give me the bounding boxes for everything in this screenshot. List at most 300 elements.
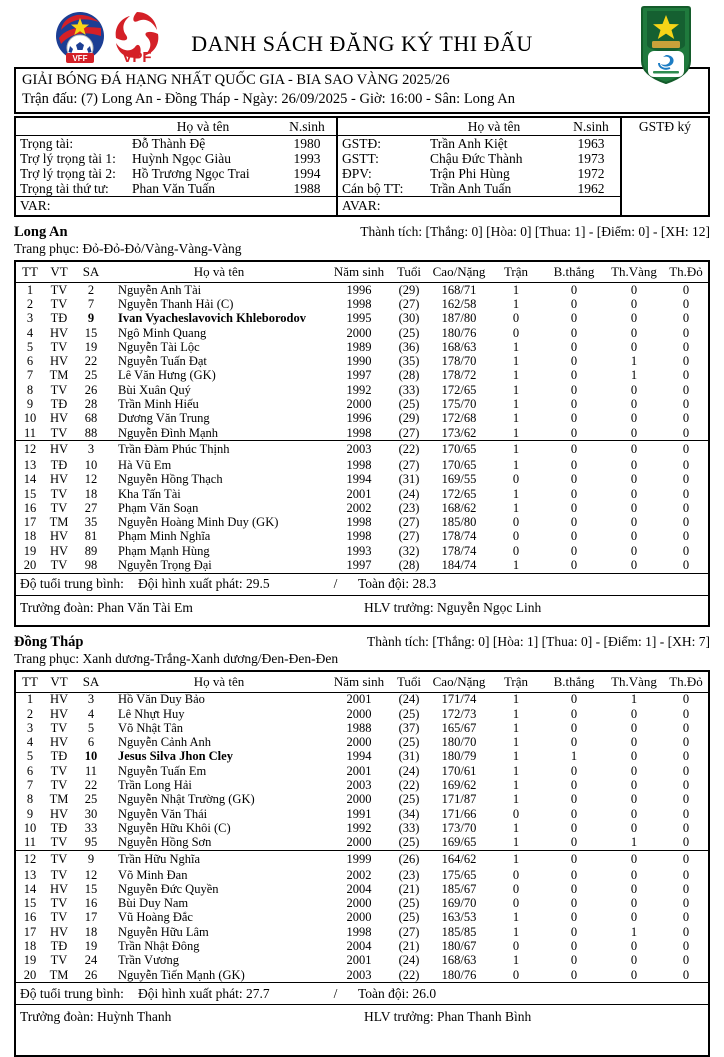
official-role: Cán bộ TT: [342, 181, 404, 196]
player-born: 1999 [346, 851, 372, 866]
officials-left-header [16, 118, 336, 136]
player-tt: 10 [23, 411, 37, 426]
player-name: Nguyễn Anh Tài [118, 282, 202, 297]
player-tt: 18 [23, 529, 37, 544]
player-ty: 0 [630, 529, 638, 544]
player-vt: TV [50, 896, 68, 911]
player-name: Nguyễn Tuấn Em [118, 763, 207, 778]
player-bt: 0 [570, 339, 578, 354]
player-ty: 0 [630, 867, 638, 882]
team-kit: Trang phục: Xanh dương-Trắng-Xanh dương/Đen-Đen-Đen [14, 650, 339, 666]
player-sa: 10 [84, 749, 98, 764]
official-birth-year: 1962 [577, 181, 605, 196]
player-name: Trần Vương [118, 953, 179, 968]
player-sa: 16 [84, 896, 98, 911]
player-sa: 25 [84, 368, 98, 383]
player-row [16, 312, 708, 326]
team-leader: Trưởng đoàn: Phan Văn Tài Em [20, 599, 193, 615]
player-tt: 16 [23, 910, 37, 925]
player-ty: 0 [630, 749, 638, 764]
player-born: 2001 [346, 953, 372, 968]
player-born: 2003 [346, 778, 372, 793]
team-header [14, 224, 710, 241]
player-hw: 180/67 [441, 939, 477, 954]
player-born: 1995 [346, 311, 372, 326]
player-tt: 17 [23, 515, 37, 530]
player-name: Dương Văn Trung [118, 411, 210, 426]
player-hw: 168/63 [441, 339, 477, 354]
player-bt: 0 [570, 457, 578, 472]
player-tt: 6 [26, 354, 34, 369]
player-born: 2000 [346, 896, 372, 911]
player-sa: 88 [84, 425, 98, 440]
officials-table [14, 116, 710, 217]
player-age: (24) [398, 692, 420, 707]
player-name: Nguyễn Hoàng Minh Duy (GK) [118, 515, 279, 530]
player-sa: 19 [84, 939, 98, 954]
player-ty: 0 [630, 735, 638, 750]
col-header-name: Họ và tên [193, 264, 245, 279]
average-age-row [16, 573, 708, 595]
player-born: 1998 [346, 529, 372, 544]
player-tt: 11 [23, 425, 37, 440]
player-age: (21) [398, 881, 420, 896]
player-vt: TV [50, 835, 68, 850]
player-tt: 1 [26, 282, 34, 297]
player-ty: 0 [630, 486, 638, 501]
player-age: (27) [398, 296, 420, 311]
player-td: 0 [682, 442, 690, 457]
player-hw: 171/74 [441, 692, 477, 707]
player-td: 0 [682, 425, 690, 440]
player-tt: 2 [26, 296, 34, 311]
player-hw: 170/61 [441, 763, 477, 778]
player-sa: 18 [84, 486, 98, 501]
player-sa: 11 [84, 763, 98, 778]
player-ty: 0 [630, 311, 638, 326]
col-header-tt: TT [22, 264, 38, 279]
player-row [16, 544, 708, 558]
player-bt: 1 [570, 749, 578, 764]
player-bt: 0 [570, 558, 578, 572]
col-header-vt: VT [50, 673, 68, 689]
player-name: Trần Nhật Đông [118, 939, 200, 954]
player-tran: 1 [512, 558, 520, 572]
player-td: 0 [682, 820, 690, 835]
player-hw: 185/80 [441, 515, 477, 530]
officials-year-header: N.sinh [289, 119, 325, 134]
player-tt: 10 [23, 820, 37, 835]
player-ty: 1 [630, 368, 638, 383]
player-tran: 1 [512, 792, 520, 807]
player-tt: 17 [23, 924, 37, 939]
team-name: Đồng Tháp [14, 633, 84, 650]
player-td: 0 [682, 354, 690, 369]
player-tran: 0 [512, 311, 520, 326]
player-sa: 33 [84, 820, 98, 835]
player-vt: TM [49, 792, 69, 807]
player-vt: TV [50, 500, 68, 515]
player-tt: 4 [26, 325, 34, 340]
player-sa: 89 [84, 543, 98, 558]
player-ty: 1 [630, 354, 638, 369]
player-hw: 168/63 [441, 953, 477, 968]
player-row [16, 707, 708, 721]
player-born: 1998 [346, 425, 372, 440]
player-sa: 95 [84, 835, 98, 850]
player-vt: HV [49, 354, 69, 369]
match-info-box [14, 67, 710, 114]
player-bt: 0 [570, 763, 578, 778]
player-name: Trần Đàm Phúc Thịnh [118, 442, 230, 457]
player-name: Trần Minh Hiếu [118, 397, 199, 412]
club-badge-icon [639, 5, 693, 90]
col-header-hw: Cao/Nặng [432, 264, 486, 279]
player-bt: 0 [570, 953, 578, 968]
player-vt: TV [50, 720, 68, 735]
team-staff-row [16, 1004, 708, 1055]
player-td: 0 [682, 339, 690, 354]
official-row [16, 181, 336, 196]
player-tt: 20 [23, 558, 37, 572]
player-hw: 178/70 [441, 354, 477, 369]
player-bt: 0 [570, 851, 578, 866]
player-hw: 180/76 [441, 967, 477, 982]
player-hw: 178/74 [441, 529, 477, 544]
player-tran: 1 [512, 720, 520, 735]
player-hw: 170/65 [441, 457, 477, 472]
player-born: 1988 [346, 720, 372, 735]
player-age: (33) [398, 382, 420, 397]
official-row [16, 151, 336, 166]
team-section-1 [14, 634, 710, 1057]
player-born: 1998 [346, 924, 372, 939]
player-td: 0 [682, 515, 690, 530]
player-hw: 168/62 [441, 500, 477, 515]
player-bt: 0 [570, 354, 578, 369]
player-age: (27) [398, 515, 420, 530]
player-tran: 0 [512, 529, 520, 544]
col-header-born: Năm sinh [333, 673, 385, 689]
head-coach: HLV trưởng: Nguyễn Ngọc Linh [364, 599, 542, 615]
player-td: 0 [682, 311, 690, 326]
player-sa: 22 [84, 778, 98, 793]
player-bt: 0 [570, 442, 578, 457]
player-vt: HV [49, 442, 69, 457]
player-tt: 9 [26, 397, 34, 412]
player-bt: 0 [570, 706, 578, 721]
player-row [16, 340, 708, 354]
player-bt: 0 [570, 820, 578, 835]
player-sa: 9 [87, 311, 95, 326]
player-tt: 8 [26, 792, 34, 807]
officials-right-section [336, 118, 620, 215]
player-td: 0 [682, 910, 690, 925]
player-vt: TM [49, 967, 69, 982]
col-header-td: Th.Đỏ [669, 264, 703, 279]
player-sa: 9 [87, 851, 95, 866]
player-tt: 13 [23, 457, 37, 472]
player-bt: 0 [570, 382, 578, 397]
player-age: (31) [398, 749, 420, 764]
player-sa: 24 [84, 953, 98, 968]
player-vt: HV [49, 692, 69, 707]
player-bt: 0 [570, 500, 578, 515]
var-label: VAR: [16, 196, 336, 215]
col-header-td: Th.Đỏ [669, 673, 703, 689]
player-hw: 180/79 [441, 749, 477, 764]
player-sa: 26 [84, 967, 98, 982]
avg-age-all: Toàn đội: 28.3 [358, 576, 437, 592]
player-td: 0 [682, 397, 690, 412]
official-row [338, 181, 620, 196]
player-vt: TM [49, 515, 69, 530]
player-row [16, 821, 708, 835]
player-name: Lê Nhựt Huy [118, 706, 185, 721]
official-role: Trọng tài thứ tư: [20, 181, 109, 196]
official-row [338, 151, 620, 166]
col-header-tt: TT [22, 673, 38, 689]
player-vt: TV [50, 558, 68, 572]
player-vt: HV [49, 472, 69, 487]
officials-left-section [16, 118, 336, 215]
player-tran: 0 [512, 881, 520, 896]
players-table-header [16, 262, 708, 283]
player-tran: 0 [512, 967, 520, 982]
player-name: Nguyễn Hồng Sơn [118, 835, 212, 850]
player-vt: TV [50, 425, 68, 440]
player-vt: HV [49, 735, 69, 750]
official-birth-year: 1994 [293, 166, 321, 181]
player-td: 0 [682, 720, 690, 735]
player-born: 1994 [346, 749, 372, 764]
player-name: Phạm Minh Nghĩa [118, 529, 211, 544]
official-role: GSTT: [342, 151, 379, 166]
player-row [16, 911, 708, 925]
player-ty: 0 [630, 500, 638, 515]
player-born: 1996 [346, 411, 372, 426]
player-sa: 12 [84, 472, 98, 487]
player-name: Nguyễn Tuấn Đạt [118, 354, 207, 369]
player-tt: 14 [23, 472, 37, 487]
player-born: 2003 [346, 442, 372, 457]
official-row [338, 136, 620, 151]
player-td: 0 [682, 749, 690, 764]
official-birth-year: 1972 [577, 166, 605, 181]
player-tt: 16 [23, 500, 37, 515]
player-age: (31) [398, 472, 420, 487]
player-vt: HV [49, 706, 69, 721]
player-tran: 1 [512, 368, 520, 383]
player-bt: 0 [570, 881, 578, 896]
avg-age-separator: / [333, 576, 338, 592]
player-row [16, 897, 708, 911]
player-bt: 0 [570, 411, 578, 426]
player-vt: TV [50, 851, 68, 866]
player-vt: TV [50, 296, 68, 311]
avg-age-starting: Đội hình xuất phát: 29.5 [138, 576, 270, 592]
player-hw: 184/74 [441, 558, 477, 572]
vpf-logo-text: VPF [122, 49, 152, 66]
player-tran: 1 [512, 851, 520, 866]
player-born: 1992 [346, 820, 372, 835]
player-bt: 0 [570, 311, 578, 326]
player-age: (27) [398, 457, 420, 472]
player-ty: 0 [630, 425, 638, 440]
player-td: 0 [682, 924, 690, 939]
player-name: Trần Long Hải [118, 778, 192, 793]
player-ty: 0 [630, 881, 638, 896]
player-name: Ngô Minh Quang [118, 325, 207, 340]
official-name: Chậu Đức Thành [430, 151, 523, 166]
official-birth-year: 1973 [577, 151, 605, 166]
player-row [16, 283, 708, 297]
player-tt: 2 [26, 706, 34, 721]
player-born: 1998 [346, 515, 372, 530]
player-row [16, 954, 708, 968]
player-vt: TV [50, 339, 68, 354]
player-ty: 0 [630, 558, 638, 572]
player-born: 2000 [346, 706, 372, 721]
player-tran: 1 [512, 835, 520, 850]
player-tt: 15 [23, 896, 37, 911]
player-age: (28) [398, 558, 420, 572]
player-ty: 0 [630, 457, 638, 472]
player-tran: 0 [512, 325, 520, 340]
player-bt: 0 [570, 967, 578, 982]
player-row [16, 326, 708, 340]
official-role: Trọng tài: [20, 136, 74, 151]
player-name: Lê Văn Hưng (GK) [118, 368, 216, 383]
player-hw: 172/65 [441, 382, 477, 397]
player-td: 0 [682, 529, 690, 544]
player-tt: 8 [26, 382, 34, 397]
player-sa: 17 [84, 910, 98, 925]
player-sa: 28 [84, 397, 98, 412]
player-hw: 172/68 [441, 411, 477, 426]
player-tt: 19 [23, 953, 37, 968]
player-age: (22) [398, 967, 420, 982]
player-row [16, 778, 708, 792]
player-vt: TĐ [50, 457, 68, 472]
player-name: Bùi Duy Nam [118, 896, 189, 911]
player-td: 0 [682, 325, 690, 340]
player-ty: 0 [630, 339, 638, 354]
player-hw: 169/62 [441, 778, 477, 793]
player-name: Vũ Hoàng Đắc [118, 910, 193, 925]
player-tran: 0 [512, 896, 520, 911]
player-name: Ivan Vyacheslavovich Khleborodov [118, 311, 307, 326]
player-td: 0 [682, 368, 690, 383]
player-tt: 14 [23, 881, 37, 896]
officials-right-header [338, 118, 620, 136]
player-hw: 168/71 [441, 282, 477, 297]
player-tt: 7 [26, 778, 34, 793]
player-td: 0 [682, 411, 690, 426]
player-born: 2000 [346, 325, 372, 340]
player-tran: 1 [512, 749, 520, 764]
player-vt: HV [49, 529, 69, 544]
player-tran: 1 [512, 735, 520, 750]
player-tran: 0 [512, 806, 520, 821]
player-vt: HV [49, 411, 69, 426]
official-name: Phan Văn Tuấn [132, 181, 216, 196]
player-born: 2003 [346, 967, 372, 982]
player-row [16, 501, 708, 515]
player-name: Nguyễn Nhật Trường (GK) [118, 792, 255, 807]
player-born: 2001 [346, 763, 372, 778]
col-header-vt: VT [50, 264, 68, 279]
player-ty: 0 [630, 515, 638, 530]
player-row [16, 412, 708, 426]
player-row [16, 558, 708, 572]
player-ty: 0 [630, 706, 638, 721]
player-tran: 1 [512, 354, 520, 369]
player-tran: 1 [512, 382, 520, 397]
player-age: (28) [398, 368, 420, 383]
player-born: 1992 [346, 382, 372, 397]
official-row [16, 136, 336, 151]
player-bt: 0 [570, 720, 578, 735]
tournament-name: GIẢI BÓNG ĐÁ HẠNG NHẤT QUỐC GIA - BIA SAO VÀNG 2025/26 [22, 72, 450, 88]
player-born: 2000 [346, 397, 372, 412]
player-tran: 1 [512, 486, 520, 501]
player-row [16, 354, 708, 368]
player-age: (25) [398, 735, 420, 750]
player-ty: 0 [630, 763, 638, 778]
col-header-sa: SA [82, 673, 100, 689]
player-born: 1996 [346, 282, 372, 297]
player-bt: 0 [570, 543, 578, 558]
player-hw: 173/62 [441, 425, 477, 440]
player-tt: 4 [26, 735, 34, 750]
player-sa: 26 [84, 382, 98, 397]
player-tran: 1 [512, 425, 520, 440]
player-td: 0 [682, 457, 690, 472]
player-row [16, 458, 708, 472]
col-header-tran: Trận [503, 673, 529, 689]
player-ty: 0 [630, 382, 638, 397]
player-name: Hồ Văn Duy Bảo [118, 692, 205, 707]
player-sa: 3 [87, 692, 95, 707]
player-ty: 0 [630, 939, 638, 954]
player-vt: TĐ [50, 939, 68, 954]
players-table [14, 260, 710, 627]
col-header-name: Họ và tên [193, 673, 245, 689]
player-age: (36) [398, 339, 420, 354]
player-tt: 15 [23, 486, 37, 501]
player-hw: 180/76 [441, 325, 477, 340]
player-vt: TV [50, 486, 68, 501]
player-row [16, 750, 708, 764]
player-ty: 0 [630, 778, 638, 793]
col-header-age: Tuổi [396, 673, 422, 689]
player-row [16, 397, 708, 411]
team-record: Thành tích: [Thắng: 0] [Hòa: 1] [Thua: 0] - [Điểm: 1] - [XH: 7] [366, 633, 710, 649]
player-vt: TĐ [50, 397, 68, 412]
player-tt: 11 [23, 835, 37, 850]
player-td: 0 [682, 778, 690, 793]
vff-logo-text: VFF [72, 54, 88, 63]
player-td: 0 [682, 835, 690, 850]
player-hw: 172/65 [441, 486, 477, 501]
player-sa: 19 [84, 339, 98, 354]
avg-age-label: Độ tuổi trung bình: [20, 576, 124, 592]
player-bt: 0 [570, 924, 578, 939]
player-row [16, 383, 708, 397]
player-tran: 1 [512, 763, 520, 778]
player-age: (24) [398, 486, 420, 501]
